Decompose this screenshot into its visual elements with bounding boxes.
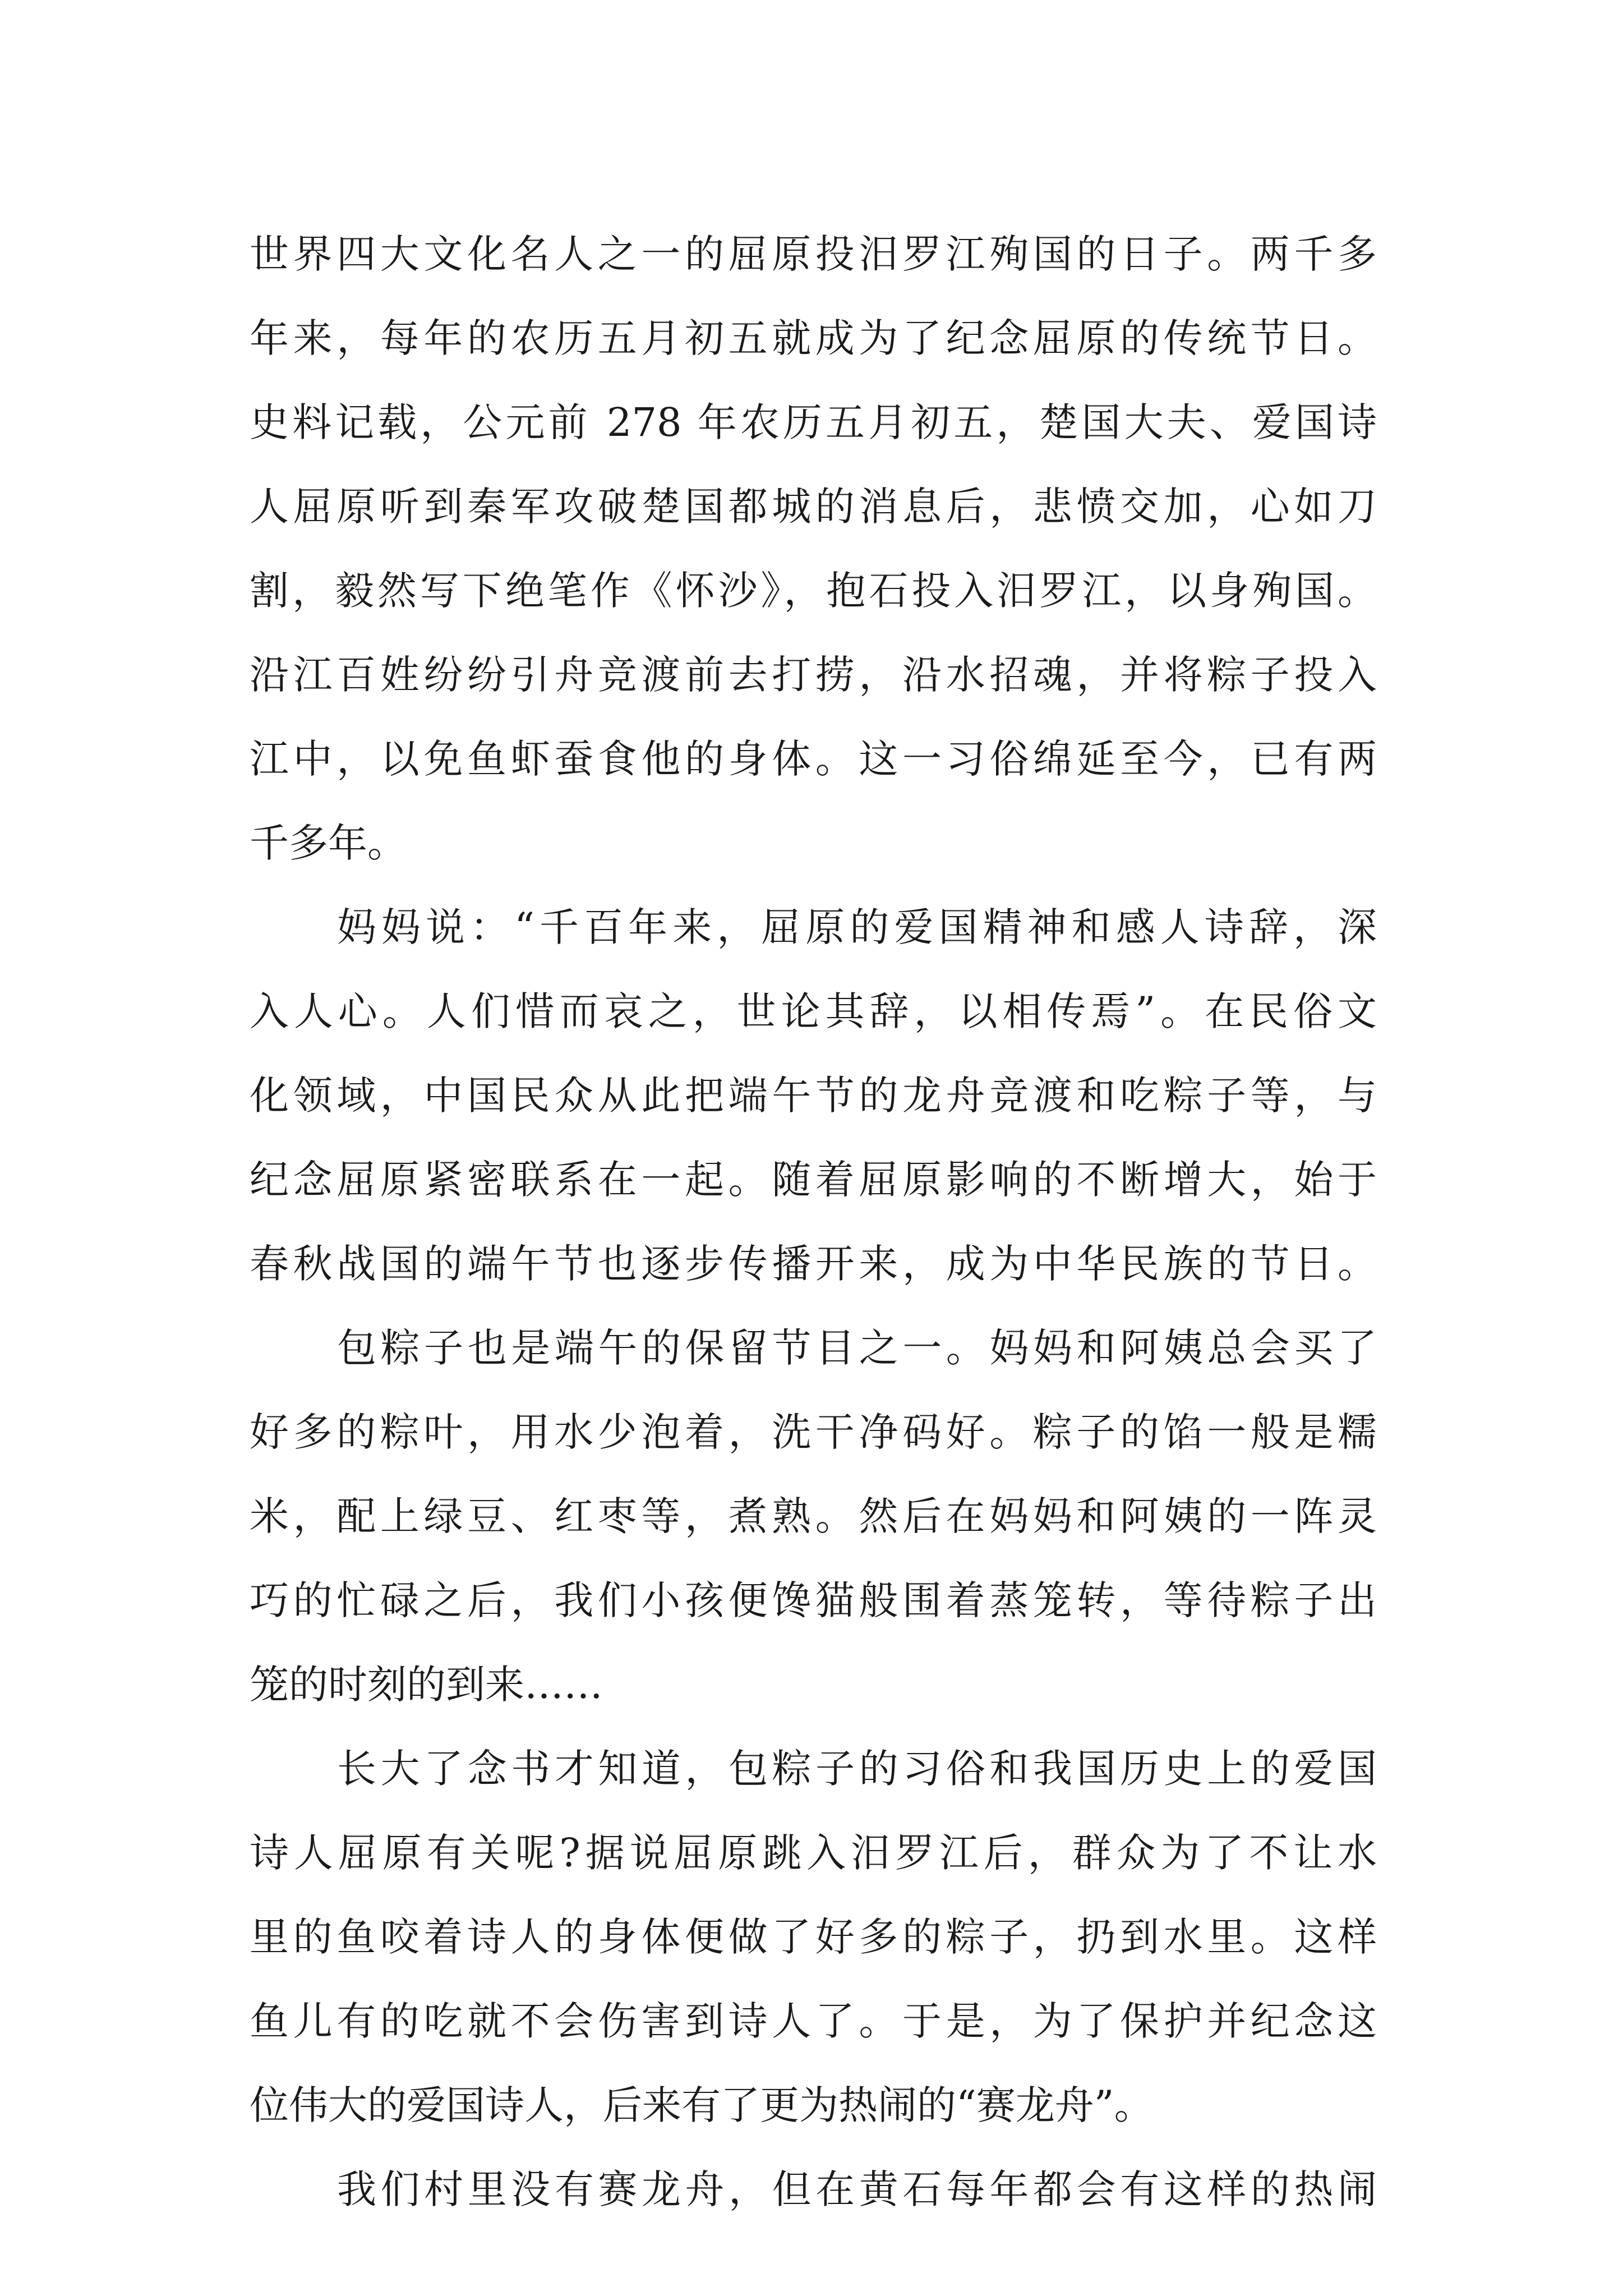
text-line: 好多的粽叶，用水少泡着，洗干净码好。粽子的馅一般是糯 [250,1409,1377,1455]
text-line: 鱼儿有的吃就不会伤害到诗人了。于是，为了保护并纪念这 [250,1998,1377,2044]
text-line: 位伟大的爱国诗人，后来有了更为热闹的“赛龙舟”。 [250,2082,1154,2128]
paragraph-first-line: 包粽子也是端午的保留节目之一。妈妈和阿姨总会买了 [337,1325,1377,1371]
text-line: 巧的忙碌之后，我们小孩便馋猫般围着蒸笼转，等待粽子出 [250,1577,1377,1623]
text-line: 纪念屈原紧密联系在一起。随着屈原影响的不断增大，始于 [250,1157,1377,1203]
text-line: 诗人屈原有关呢?据说屈原跳入汨罗江后，群众为了不让水 [250,1830,1377,1876]
text-line: 史料记载，公元前 278 年农历五月初五，楚国大夫、爱国诗 [250,399,1377,445]
text-line: 沿江百姓纷纷引舟竞渡前去打捞，沿水招魂，并将粽子投入 [250,652,1377,698]
text-line: 化领域，中国民众从此把端午节的龙舟竞渡和吃粽子等，与 [250,1073,1377,1119]
paragraph-first-line: 妈妈说：“千百年来，屈原的爱国精神和感人诗辞，深 [337,904,1377,950]
text-line: 春秋战国的端午节也逐步传播开来，成为中华民族的节日。 [250,1241,1377,1287]
text-line: 年来，每年的农历五月初五就成为了纪念屈原的传统节日。 [250,315,1377,361]
body-text [250,212,1377,2231]
text-line: 江中，以免鱼虾蚕食他的身体。这一习俗绵延至今，已有两 [250,736,1377,782]
text-line: 里的鱼咬着诗人的身体便做了好多的粽子，扔到水里。这样 [250,1914,1377,1960]
text-line: 入人心。人们惜而哀之，世论其辞，以相传焉”。在民俗文 [250,988,1377,1034]
paragraph-first-line: 长大了念书才知道，包粽子的习俗和我国历史上的爱国 [337,1746,1377,1792]
text-line: 世界四大文化名人之一的屈原投汨罗江殉国的日子。两千多 [250,231,1377,277]
text-line: 千多年。 [250,820,407,866]
text-line: 米，配上绿豆、红枣等，煮熟。然后在妈妈和阿姨的一阵灵 [250,1493,1377,1539]
text-line: 笼的时刻的到来…… [250,1662,603,1708]
paragraph-first-line: 我们村里没有赛龙舟，但在黄石每年都会有这样的热闹 [337,2166,1377,2212]
text-line: 人屈原听到秦军攻破楚国都城的消息后，悲愤交加，心如刀 [250,484,1377,530]
text-line: 割，毅然写下绝笔作《怀沙》，抱石投入汨罗江，以身殉国。 [250,568,1377,614]
